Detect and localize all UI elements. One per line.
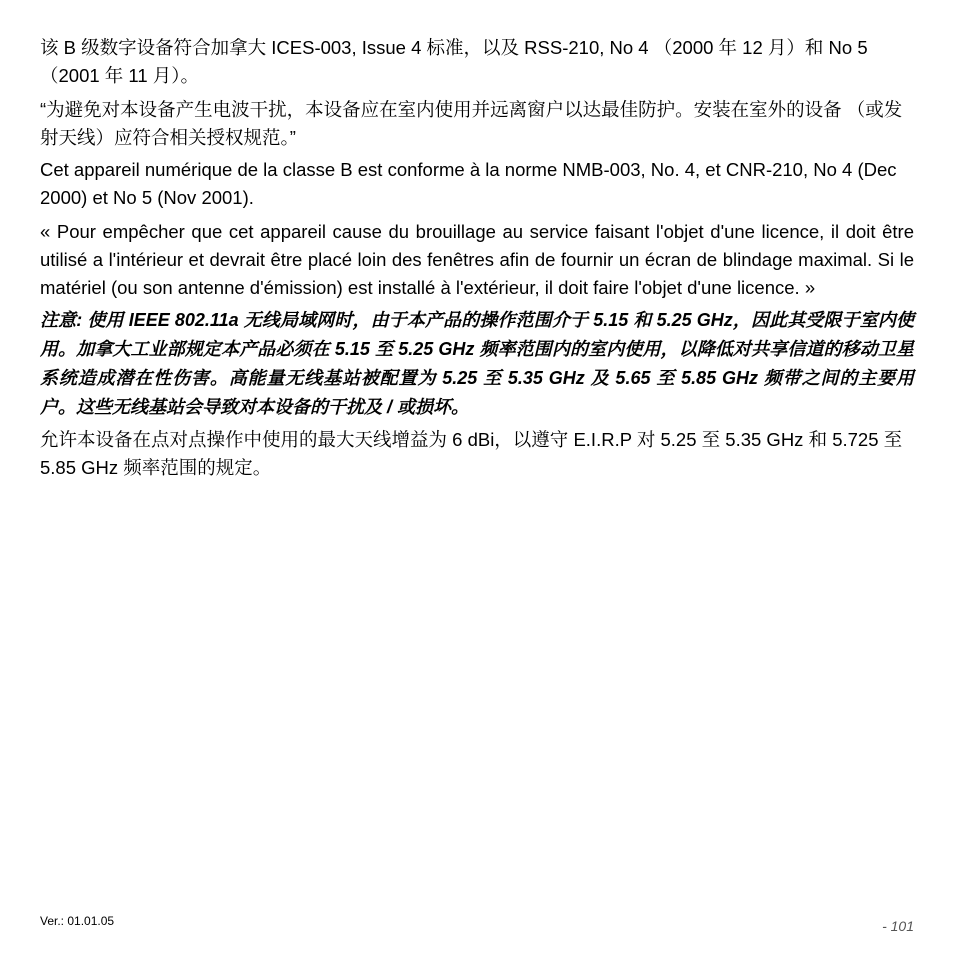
page-content — [40, 34, 914, 482]
footer-version: Ver.: 01.01.05 — [40, 914, 115, 928]
page-number: - 101 — [882, 918, 914, 934]
paragraph-interference-quote-french: « Pour empêcher que cet appareil cause du brouillage au service faisant l'objet d'une licence, il doit être utilisé a l'intérieur et devrait être placé loin des fenêtres afin de fournir un écran de blindage maximal. Si le matériel (ou son antenne d'émission) est installé à l'extérieur, il doit faire l'objet d'une licence. » — [40, 221, 914, 298]
paragraph-antenna-gain: 允许本设备在点对点操作中使用的最大天线增益为 6 dBi，以遵守 E.I.R.P 对 5.25 至 5.35 GHz 和 5.725 至 5.85 GHz 频率范围的规定。 — [40, 429, 903, 478]
paragraph-ices-chinese: 该 B 级数字设备符合加拿大 ICES-003, Issue 4 标准，以及 RSS-210, No 4 （2000 年 12 月）和 No 5 （2001 年 11 月）。 — [40, 37, 868, 86]
paragraph-nmb-french: Cet appareil numérique de la classe B est conforme à la norme NMB-003, No. 4, et CNR-210, No 4 (Dec 2000) et No 5 (Nov 2001). — [40, 159, 897, 208]
paragraph-note-80211a: 注意: 使用 IEEE 802.11a 无线局域网时，由于本产品的操作范围介于 5.15 和 5.25 GHz，因此其受限于室内使用。加拿大工业部规定本产品必须在 5.15 至 5.25 GHz 频率范围内的室内使用，以降低对共享信道的移动卫星系统造成潜在性伤害。高能量无线基站被配置为 5.25 至 5.35 GHz 及 5.65 至 5.85 GHz 频带之间的主要用户。这些无线基站会导致对本设备的干扰及 / 或损坏。 — [40, 310, 914, 417]
paragraph-interference-quote-chinese: “为避免对本设备产生电波干扰，本设备应在室内使用并远离窗户以达最佳防护。安装在室外的设备 （或发射天线）应符合相关授权规范。” — [40, 99, 903, 148]
